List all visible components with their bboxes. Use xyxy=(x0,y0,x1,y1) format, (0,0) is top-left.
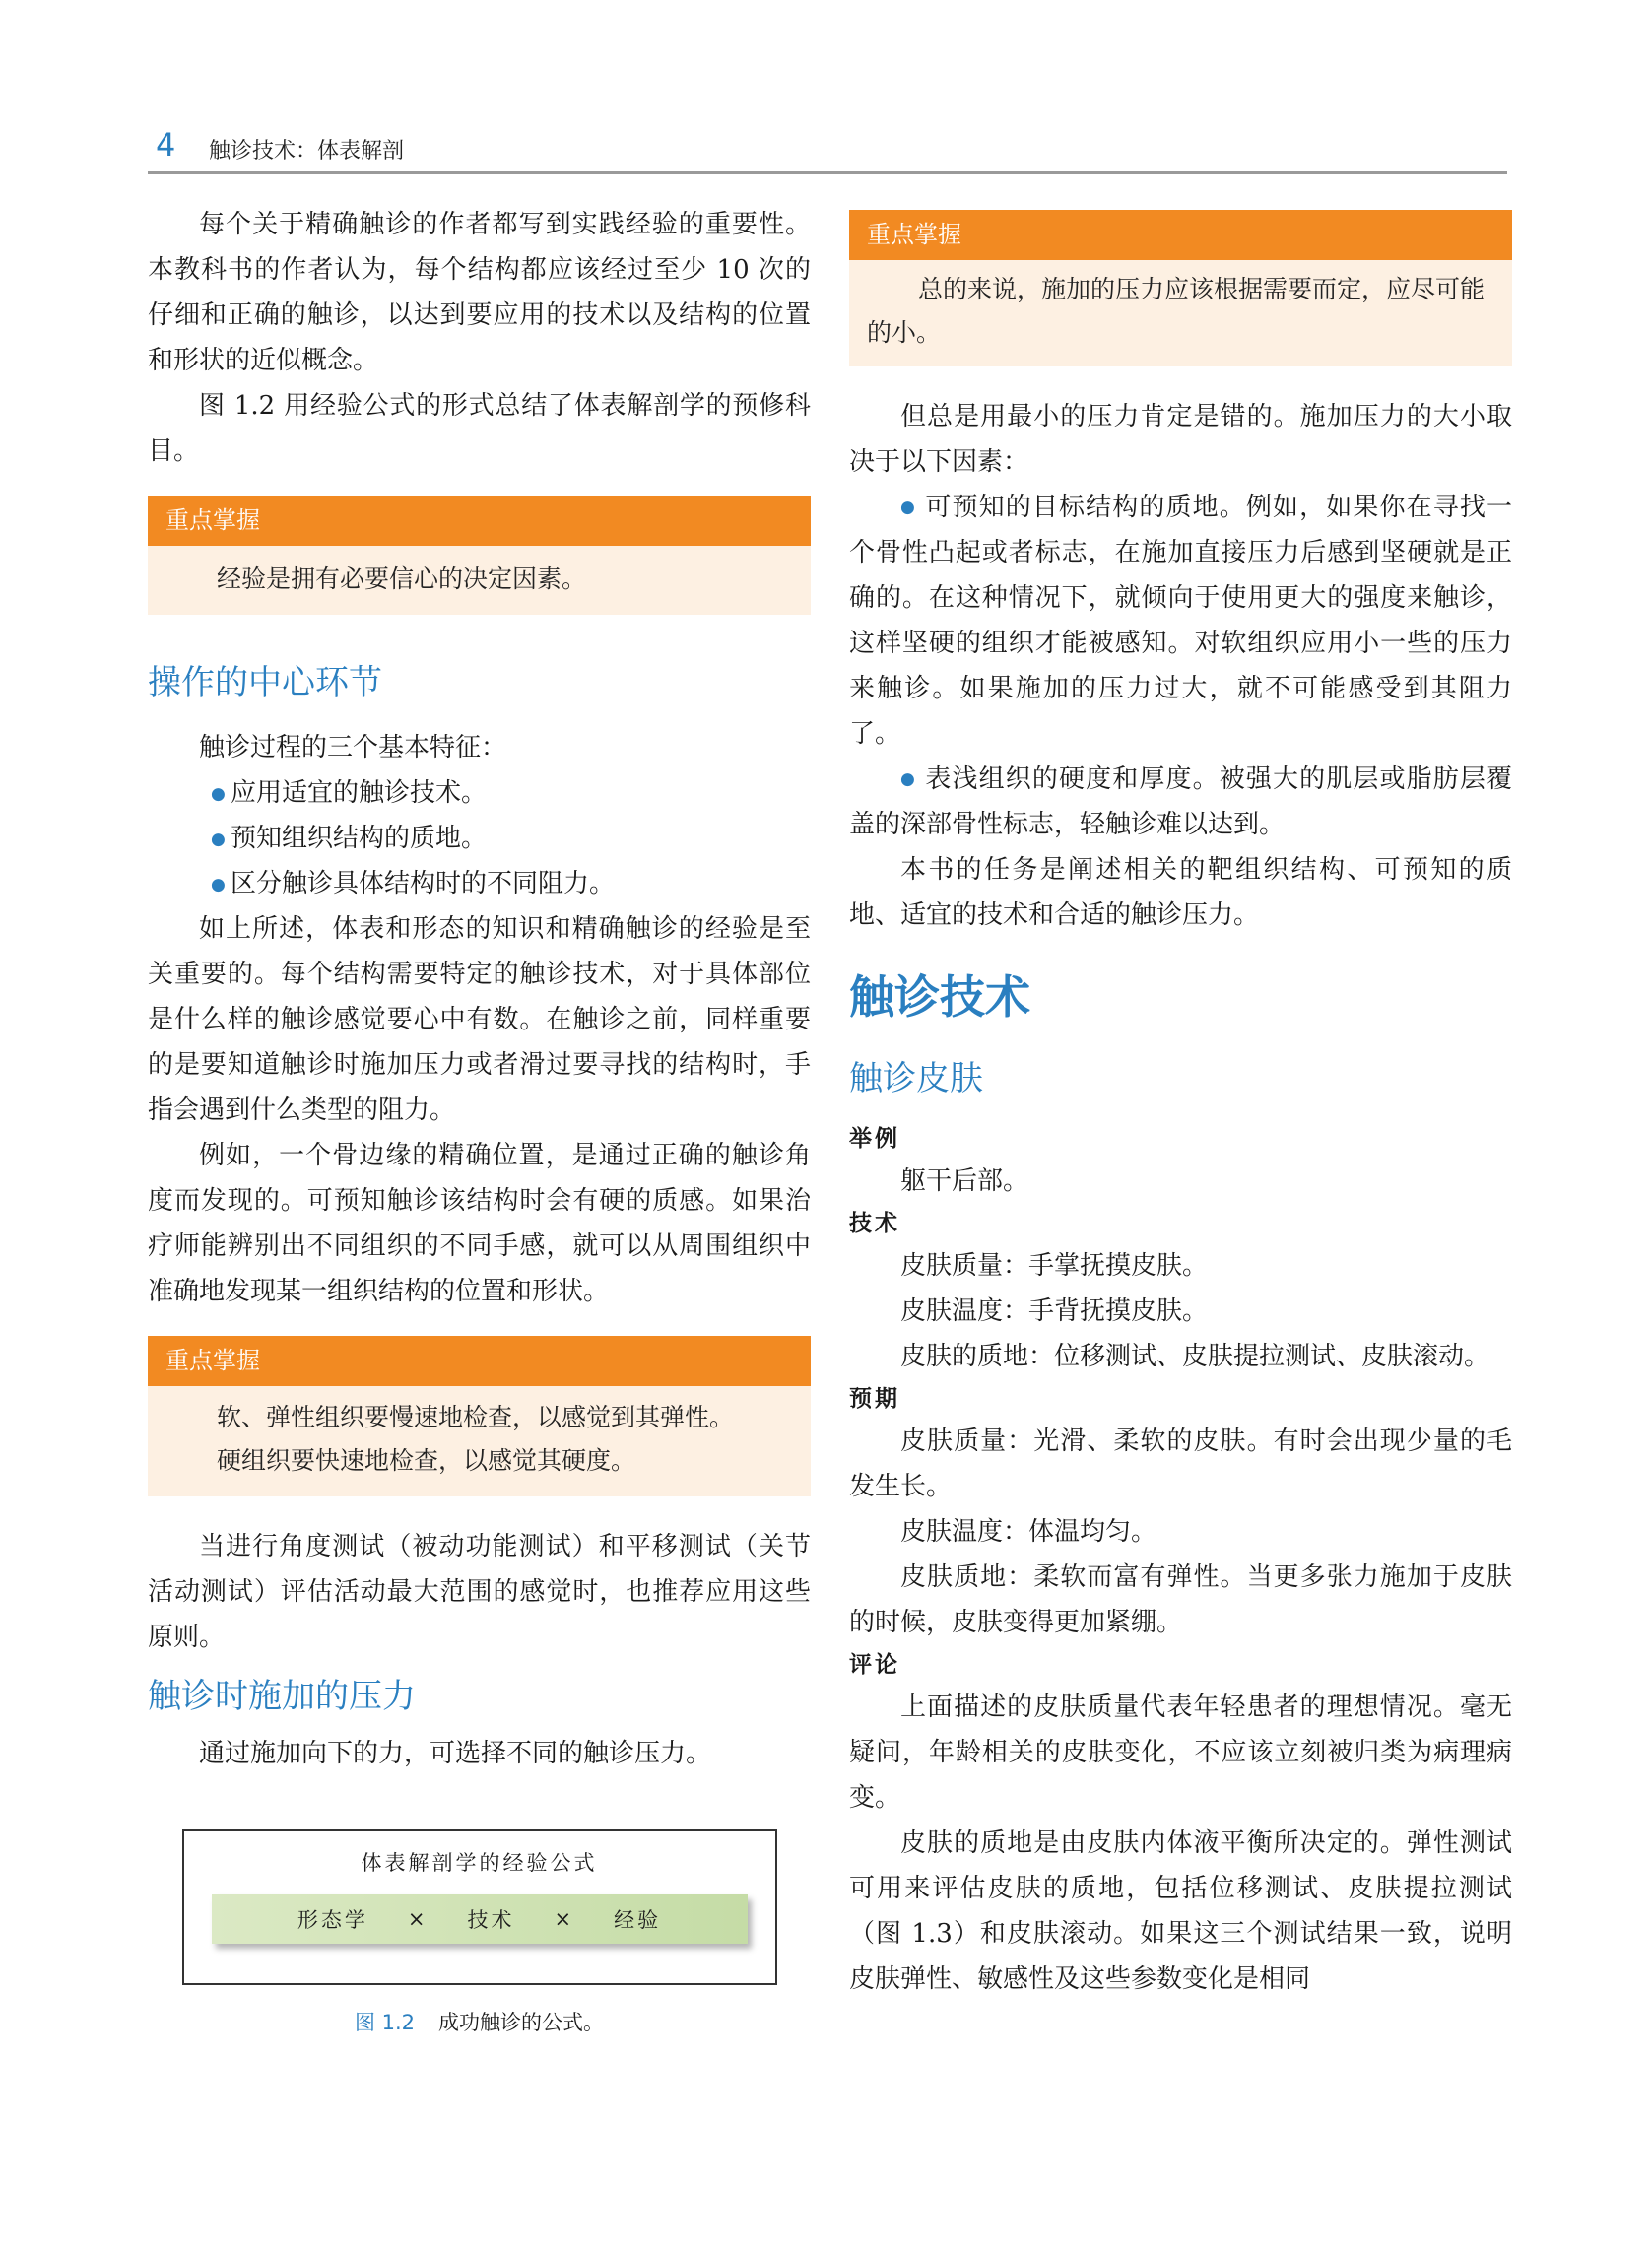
list-item: ● 区分触诊具体结构时的不同阻力。 xyxy=(148,861,811,906)
paragraph: 皮肤质量：手掌抚摸皮肤。 xyxy=(900,1251,1209,1281)
subhead-technique: 技术 xyxy=(849,1210,900,1236)
paragraph: 但总是用最小的压力肯定是错的。施加压力的大小取决于以下因素： xyxy=(849,402,1512,477)
section-heading: 触诊时施加的压力 xyxy=(148,1677,416,1716)
paragraph: 皮肤温度：体温均匀。 xyxy=(900,1517,1157,1547)
paragraph: 皮肤质量：光滑、柔软的皮肤。有时会出现少量的毛发生长。 xyxy=(849,1427,1512,1501)
paragraph: 触诊过程的三个基本特征： xyxy=(199,733,507,763)
paragraph: 通过施加向下的力，可选择不同的触诊压力。 xyxy=(199,1739,712,1768)
paragraph: 躯干后部。 xyxy=(900,1166,1029,1196)
bullet-paragraph: ● 可预知的目标结构的质地。例如，如果你在寻找一个骨性凸起或者标志，在施加直接压力后感到坚硬就是正确的。在这种情况下，就倾向于使用更大的强度来触诊，这样坚硬的组织才能被感知。对软组织应用小一些的压力来触诊。如果施加的压力过大，就不可能感受到其阻力了。 xyxy=(849,493,1512,749)
key-point-box xyxy=(148,1336,811,1496)
formula-term: 经验 xyxy=(614,1908,662,1932)
figure xyxy=(148,1829,811,2036)
paragraph: 皮肤的质地是由皮肤内体液平衡所决定的。弹性测试可用来评估皮肤的质地，包括位移测试、皮肤提拉测试（图 1.3）和皮肤滚动。如果这三个测试结果一致，说明皮肤弹性、敏感性及这些参数变化是相同 xyxy=(849,1828,1512,1994)
paragraph: 图 1.2 用经验公式的形式总结了体表解剖学的预修科目。 xyxy=(148,391,811,466)
paragraph: 皮肤温度：手背抚摸皮肤。 xyxy=(900,1296,1209,1326)
formula-term: 技术 xyxy=(467,1908,515,1932)
key-point-text: 硬组织要快速地检查，以感觉其硬度。 xyxy=(217,1446,636,1475)
formula-figure-box xyxy=(182,1829,777,1985)
key-point-heading: 重点掌握 xyxy=(849,210,1512,260)
paragraph: 皮肤质地：柔软而富有弹性。当更多张力施加于皮肤的时候，皮肤变得更加紧绷。 xyxy=(849,1562,1512,1637)
key-point-text: 总的来说，施加的压力应该根据需要而定，应尽可能的小。 xyxy=(867,275,1486,347)
paragraph: 皮肤的质地：位移测试、皮肤提拉测试、皮肤滚动。 xyxy=(900,1342,1490,1371)
section-heading: 操作的中心环节 xyxy=(148,663,382,702)
paragraph: 例如，一个骨边缘的精确位置，是通过正确的触诊角度而发现的。可预知触诊该结构时会有硬的质感。如果治疗师能辨别出不同组织的不同手感，就可以从周围组织中准确地发现某一组织结构的位置和形状。 xyxy=(148,1141,811,1306)
key-point-box xyxy=(148,496,811,615)
key-point-heading: 重点掌握 xyxy=(148,1336,811,1386)
paragraph: 上面描述的皮肤质量代表年轻患者的理想情况。毫无疑问，年龄相关的皮肤变化，不应该立刻被归类为病理病变。 xyxy=(849,1693,1512,1813)
running-header xyxy=(148,126,1507,174)
running-title: 触诊技术：体表解剖 xyxy=(209,139,405,164)
caption-text: 成功触诊的公式。 xyxy=(438,2011,605,2034)
paragraph: 每个关于精确触诊的作者都写到实践经验的重要性。本教科书的作者认为，每个结构都应该经过至少 10 次的仔细和正确的触诊，以达到要应用的技术以及结构的位置和形状的近似概念。 xyxy=(148,210,811,375)
subhead-example: 举例 xyxy=(849,1125,900,1152)
key-point-text: 经验是拥有必要信心的决定因素。 xyxy=(217,564,587,593)
list-item: ● 预知组织结构的质地。 xyxy=(148,816,811,861)
list-item: ● 应用适宜的触诊技术。 xyxy=(148,770,811,816)
page-number: 4 xyxy=(156,126,176,164)
paragraph: 本书的任务是阐述相关的靶组织结构、可预知的质地、适宜的技术和合适的触诊压力。 xyxy=(849,855,1512,930)
chapter-section-heading: 触诊技术 xyxy=(849,970,1030,1024)
right-column xyxy=(849,202,1512,2002)
multiply-sign: × xyxy=(554,1907,575,1931)
key-point-text: 软、弹性组织要慢速地检查，以感觉到其弹性。 xyxy=(217,1403,735,1431)
paragraph: 如上所述，体表和形态的知识和精确触诊的经验是至关重要的。每个结构需要特定的触诊技术，对于具体部位是什么样的触诊感觉要心中有数。在触诊之前，同样重要的是要知道触诊时施加压力或者滑过要寻找的结构时，手指会遇到什么类型的阻力。 xyxy=(148,914,811,1125)
bullet-paragraph: ● 表浅组织的硬度和厚度。被强大的肌层或脂肪层覆盖的深部骨性标志，轻触诊难以达到。 xyxy=(849,764,1512,839)
figure-title: 体表解剖学的经验公式 xyxy=(361,1851,598,1875)
figure-caption xyxy=(148,2007,811,2036)
left-column xyxy=(148,202,811,2036)
multiply-sign: × xyxy=(407,1907,429,1931)
key-point-box xyxy=(849,210,1512,366)
paragraph: 当进行角度测试（被动功能测试）和平移测试（关节活动测试）评估活动最大范围的感觉时，也推荐应用这些原则。 xyxy=(148,1532,811,1652)
subhead-comment: 评论 xyxy=(849,1651,900,1678)
figure-number: 图 1.2 xyxy=(354,2011,416,2034)
subhead-expectation: 预期 xyxy=(849,1385,900,1412)
formula-bar xyxy=(212,1894,748,1944)
key-point-heading: 重点掌握 xyxy=(148,496,811,546)
bullet-list xyxy=(148,770,811,906)
section-heading: 触诊皮肤 xyxy=(849,1059,983,1098)
formula-term: 形态学 xyxy=(297,1908,368,1932)
